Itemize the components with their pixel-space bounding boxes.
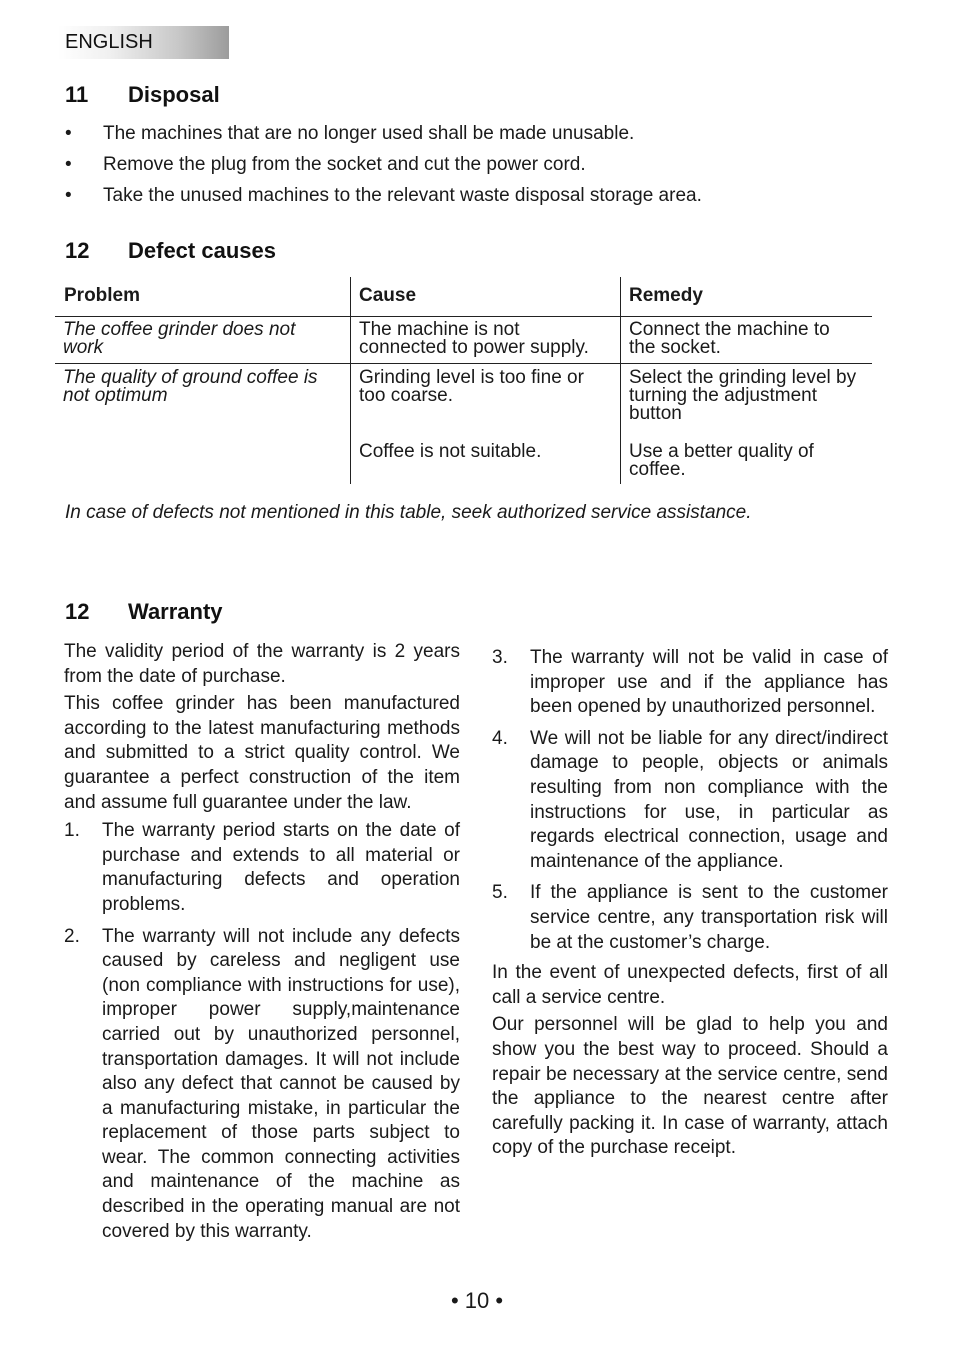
warranty-item (64, 925, 460, 1245)
header-cause: Cause (359, 285, 417, 306)
item-text: We will not be liable for any direct/indirect damage to people, objects or animals resulting from non compliance with the instructions for use, in particular as regards electrical connection, usage and maintenance of the appliance. (530, 727, 888, 872)
item-number: 1. (64, 820, 80, 842)
remedy-cell: Use a better quality of coffee. (629, 441, 814, 480)
list-item-text: Remove the plug from the socket and cut the power cord. (103, 154, 586, 175)
defects-number: 12 (65, 238, 90, 263)
list-item (65, 182, 702, 213)
warranty-item (492, 646, 888, 720)
problem-cell: The quality of ground coffee is not optimum (63, 367, 318, 406)
list-item (65, 120, 702, 151)
item-text: The warranty will not be valid in case of improper use and if the appliance has been opened by unauthorized personnel. (530, 647, 888, 718)
warranty-item (492, 881, 888, 955)
list-item (65, 151, 702, 182)
item-number: 5. (492, 882, 508, 904)
defects-note: In case of defects not mentioned in this table, seek authorized service assistance. (65, 502, 752, 523)
disposal-title: Disposal (128, 82, 220, 107)
item-number: 2. (64, 925, 80, 947)
header-remedy: Remedy (629, 285, 703, 306)
cause-cell: Coffee is not suitable. (359, 441, 542, 462)
bullet-icon: • (65, 123, 72, 144)
bullet-icon: • (65, 154, 72, 175)
defect-table (55, 277, 872, 484)
item-text: The warranty period starts on the date of purchase and extends to all material or manufacturing defects and operation problems. (102, 820, 460, 915)
list-item-text: Take the unused machines to the relevant waste disposal storage area. (103, 185, 702, 206)
table-divider (620, 277, 621, 484)
item-text: The warranty will not include any defects caused by careless and negligent use (non compliance with instructions for use), improper power supply,maintenance carried out by unauthorized personnel, transportation damages. It will not include also any defect that cannot be caused by a manufacturing mistake, in particular the replacement of those parts subject to wear. The common connecting activities and maintenance of the machine as described in the operating manual are not covered by this warranty. (102, 925, 460, 1242)
table-divider (350, 277, 351, 484)
warranty-item (64, 819, 460, 917)
disposal-list (65, 120, 702, 213)
header-problem: Problem (64, 285, 141, 306)
item-number: 4. (492, 727, 508, 749)
table-rule (55, 363, 872, 364)
item-text: If the appliance is sent to the customer service centre, any transportation risk will be at the customer’s charge. (530, 882, 888, 953)
remedy-cell: Connect the machine to the socket. (629, 319, 830, 358)
disposal-heading (65, 82, 220, 108)
warranty-title: Warranty (128, 599, 223, 624)
page-number: • 10 • (450, 1288, 504, 1313)
warranty-right-column (492, 646, 888, 1161)
cause-cell: Grinding level is too fine or too coarse. (359, 367, 584, 406)
warranty-intro: This coffee grinder has been manufactured according to the latest manufacturing methods and submitted to a strict quality control. We guarantee a perfect construction of the item and assume full guarantee under the law. (64, 693, 460, 813)
warranty-number: 12 (65, 599, 90, 624)
defects-title: Defect causes (128, 238, 276, 263)
warranty-outro: Our personnel will be glad to help you and show you the best way to proceed. Should a repair be necessary at the service centre, send the appliance to the nearest centre after carefully packing it. In case of warranty, attach copy of the purchase receipt. (492, 1014, 888, 1159)
warranty-left-column (64, 640, 460, 1244)
problem-cell: The coffee grinder does not work (63, 319, 296, 358)
bullet-icon: • (65, 185, 72, 206)
language-tab: ENGLISH (58, 26, 229, 59)
warranty-heading (65, 599, 223, 625)
table-rule (55, 316, 872, 317)
cause-cell: The machine is not connected to power supply. (359, 319, 589, 358)
warranty-intro: The validity period of the warranty is 2 years from the date of purchase. (64, 641, 460, 687)
disposal-number: 11 (65, 82, 89, 107)
warranty-item (492, 727, 888, 875)
warranty-outro: In the event of unexpected defects, first of all call a service centre. (492, 962, 888, 1008)
list-item-text: The machines that are no longer used shall be made unusable. (103, 123, 635, 144)
item-number: 3. (492, 647, 508, 668)
remedy-cell: Select the grinding level by turning the adjustment button (629, 367, 857, 424)
defects-heading (65, 238, 276, 264)
